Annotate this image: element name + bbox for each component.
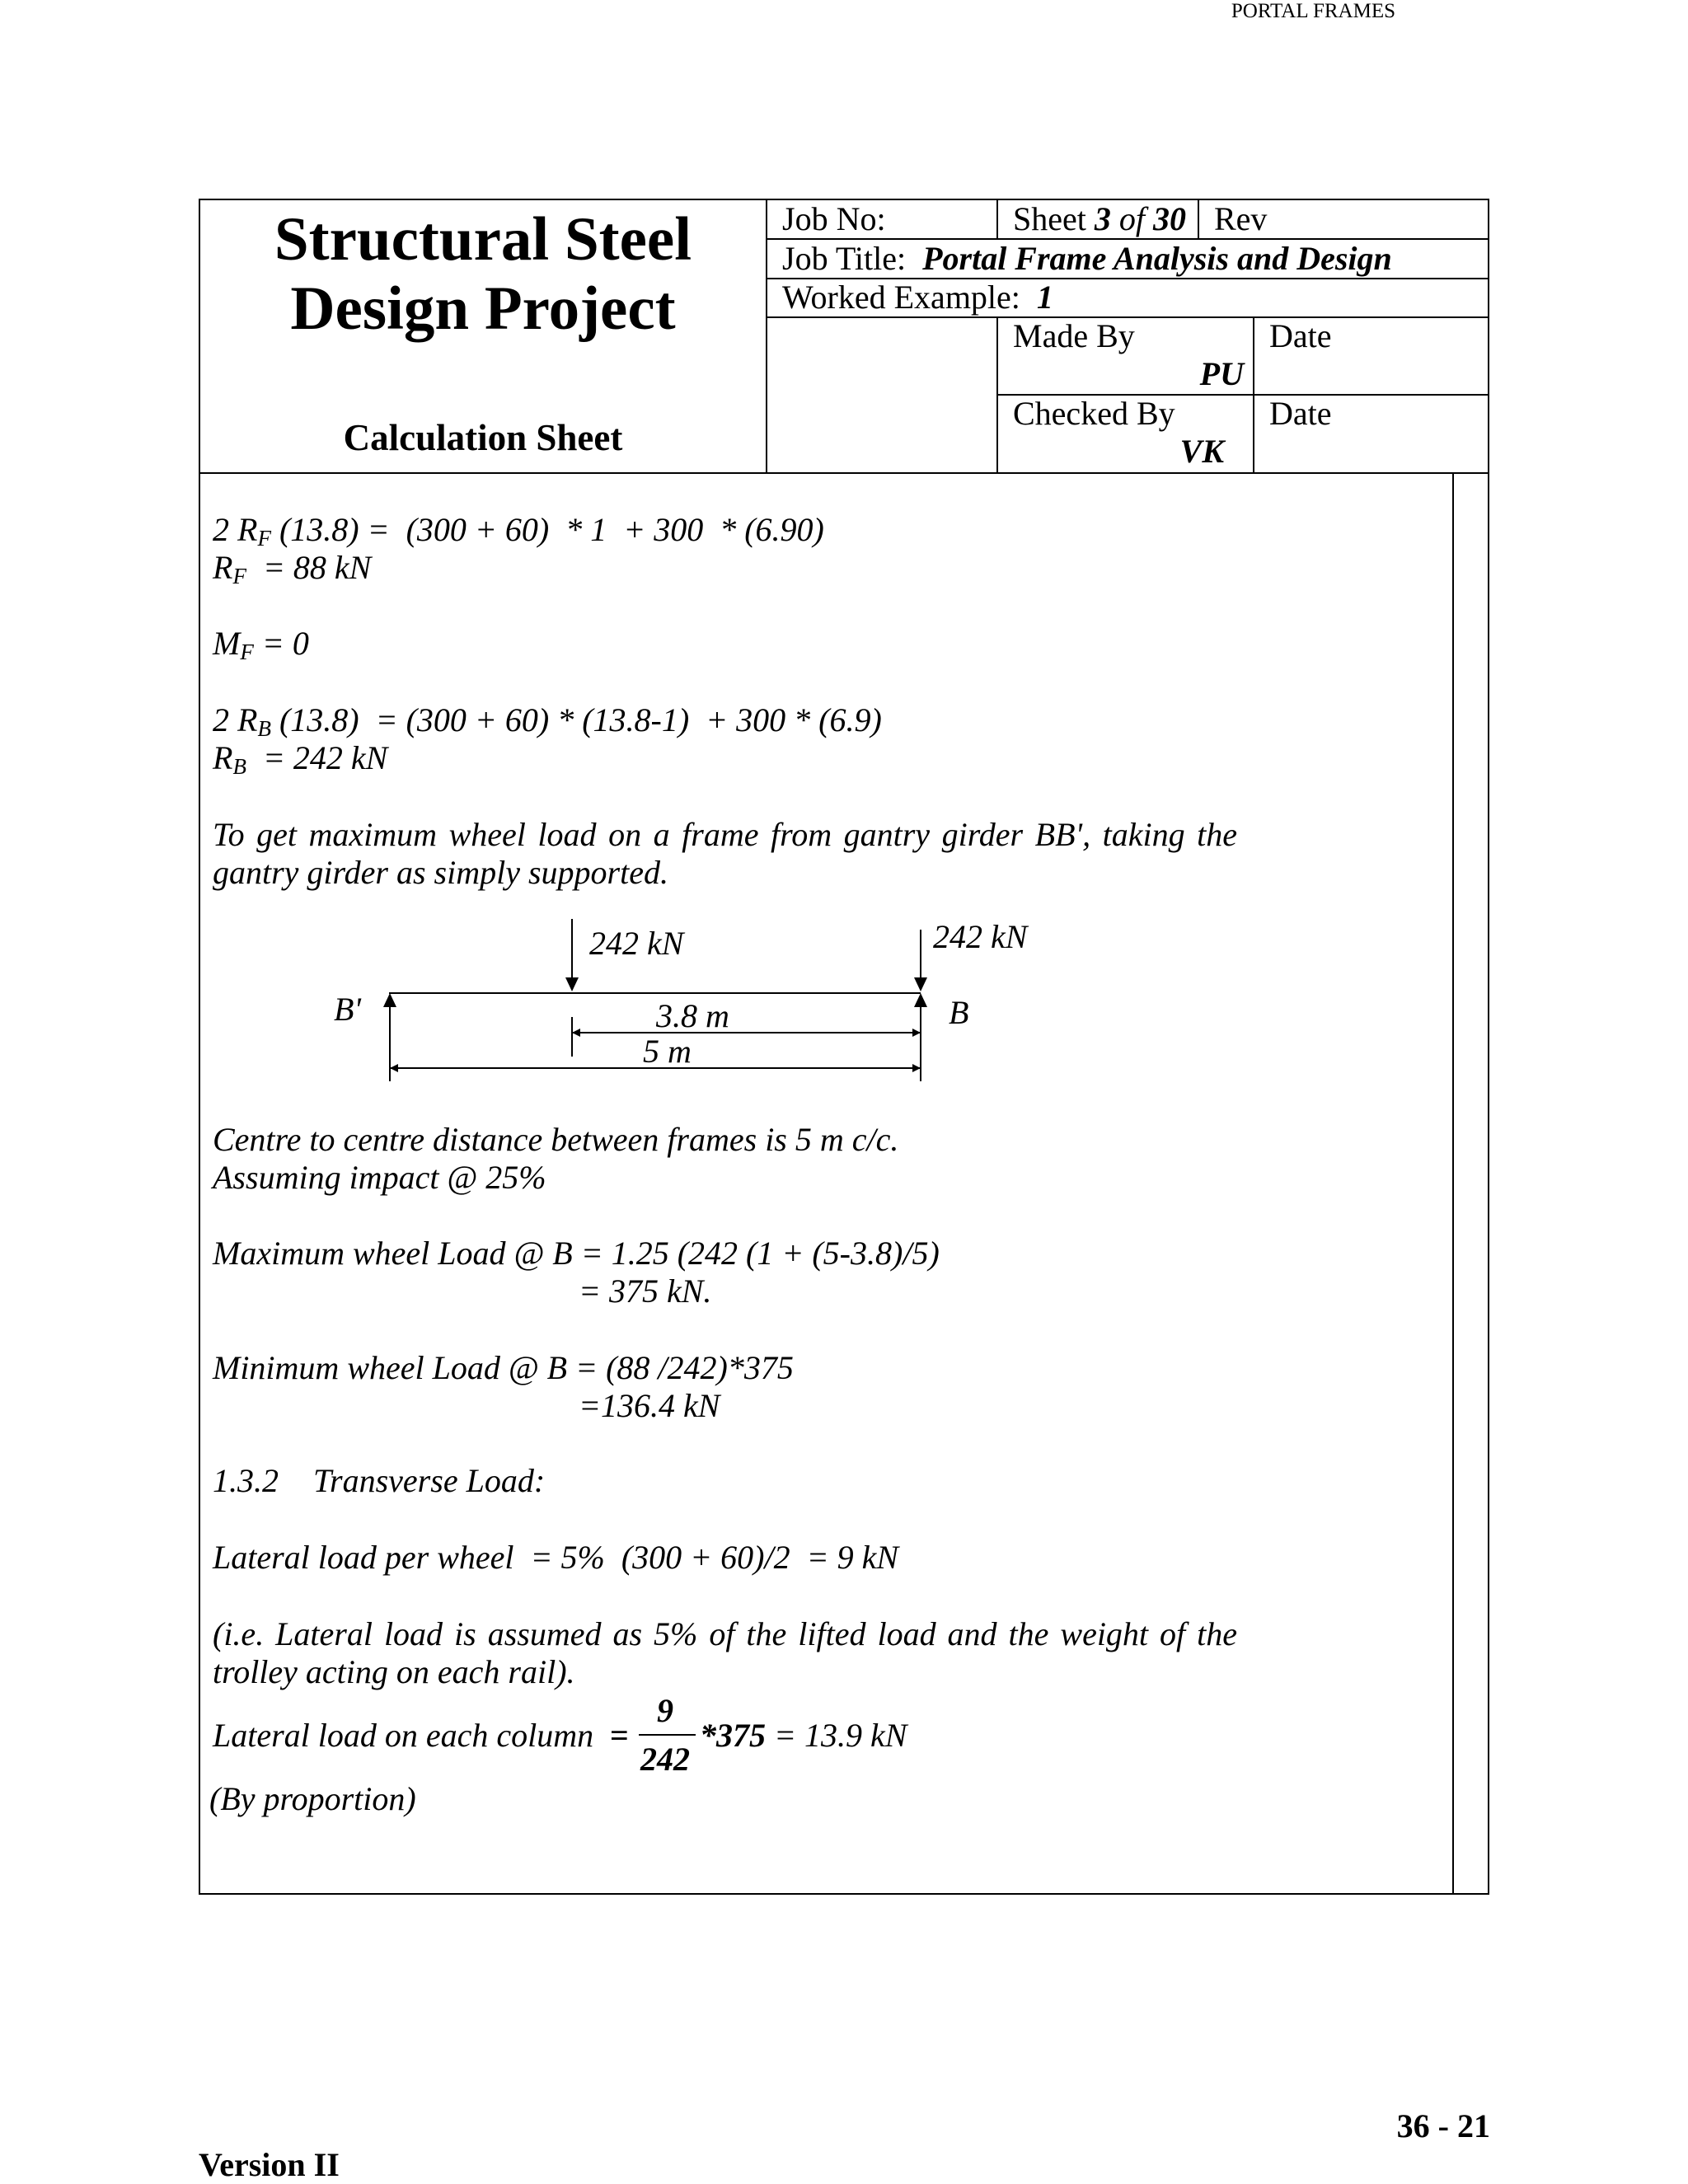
- load-label-left: 242 kN: [589, 925, 684, 962]
- max-wheel-load-result: = 375 kN.: [579, 1272, 712, 1310]
- section-number: 1.3.2: [213, 1462, 279, 1499]
- job-title-label: Job Title:: [782, 240, 907, 277]
- version-label: Version II: [199, 2146, 340, 2183]
- checked-by-value: VK: [1179, 433, 1224, 470]
- by-proportion-note: (By proportion): [209, 1780, 416, 1817]
- equation-rb-result: $R_B = 242$ kN: [213, 739, 388, 779]
- page-number: 36 - 21: [1396, 2107, 1490, 2144]
- sheet-type: Calculation Sheet: [343, 417, 623, 458]
- job-no-label: Job No:: [782, 200, 886, 237]
- max-wheel-load: Maximum wheel Load @ B = 1.25 (242 (1 + (5-3.8)/5): [213, 1235, 940, 1272]
- sheet-number: 3: [1094, 200, 1111, 237]
- project-title-line1: Structural Steel: [274, 205, 692, 274]
- dim-label-outer: 5 m: [643, 1033, 692, 1070]
- min-wheel-load-result: =136.4 kN: [579, 1387, 720, 1424]
- running-header: PORTAL FRAMES: [1231, 0, 1395, 22]
- min-wheel-load: Minimum wheel Load @ B = (88 /242)*375: [213, 1349, 794, 1386]
- dim-label-inner: 3.8 m: [656, 997, 729, 1034]
- fraction-denominator: 242: [640, 1741, 690, 1778]
- made-by-value: PU: [1199, 355, 1244, 392]
- rev-label: Rev: [1214, 200, 1268, 237]
- sheet-total: 30: [1153, 200, 1186, 237]
- made-by-label: Made By: [1013, 317, 1135, 354]
- job-title: Portal Frame Analysis and Design: [922, 240, 1392, 277]
- impact-assumption: Assuming impact @ 25%: [213, 1159, 546, 1196]
- lateral-load-column-label: Lateral load on each column: [213, 1717, 594, 1754]
- lateral-load-per-wheel: Lateral load per wheel = 5% (300 + 60)/2 = 9 kN: [213, 1539, 899, 1576]
- checked-by-date-label: Date: [1269, 395, 1332, 432]
- checked-by-label: Checked By: [1013, 395, 1175, 432]
- worked-example-number: 1: [1036, 279, 1053, 316]
- fraction-numerator: 9: [657, 1692, 673, 1729]
- paragraph-gantry: To get maximum wheel load on a frame from gantry girder BB', taking the gantry girder as simply supported.: [213, 816, 1237, 891]
- load-arrow-right: [914, 930, 927, 991]
- equation-rf-result: $R_F = 88$ kN: [213, 549, 372, 588]
- support-label-right: B: [949, 994, 969, 1031]
- equation-rb-moment: 2 $R_B$ (13.8) = (300 + 60) * (13.8-1) + 300 * (6.9): [213, 701, 882, 741]
- sheet-info: Sheet 3 of 30: [1013, 200, 1186, 237]
- worked-example-label: Worked Example:: [782, 279, 1020, 316]
- section-title: Transverse Load:: [313, 1462, 546, 1499]
- paragraph-lateral: (i.e. Lateral load is assumed as 5% of the lifted load and the weight of the trolley acting on each rail).: [213, 1615, 1237, 1690]
- project-title-line2: Design Project: [290, 274, 676, 343]
- centre-distance: Centre to centre distance between frames is 5 m c/c.: [213, 1121, 899, 1158]
- support-label-left: B': [334, 991, 361, 1028]
- load-arrow-left: [565, 919, 579, 991]
- equation-mf: $M_F = 0$: [213, 625, 309, 664]
- lateral-load-column-equals: =: [610, 1717, 629, 1754]
- lateral-load-column-result: *375 = 13.9 kN: [700, 1717, 907, 1754]
- load-label-right: 242 kN: [933, 918, 1028, 955]
- made-by-date-label: Date: [1269, 317, 1332, 354]
- fraction-bar: [639, 1734, 696, 1736]
- equation-rf-moment: 2 $R_F$ (13.8) = (300 + 60) * 1 + 300 * (6.90): [213, 511, 824, 551]
